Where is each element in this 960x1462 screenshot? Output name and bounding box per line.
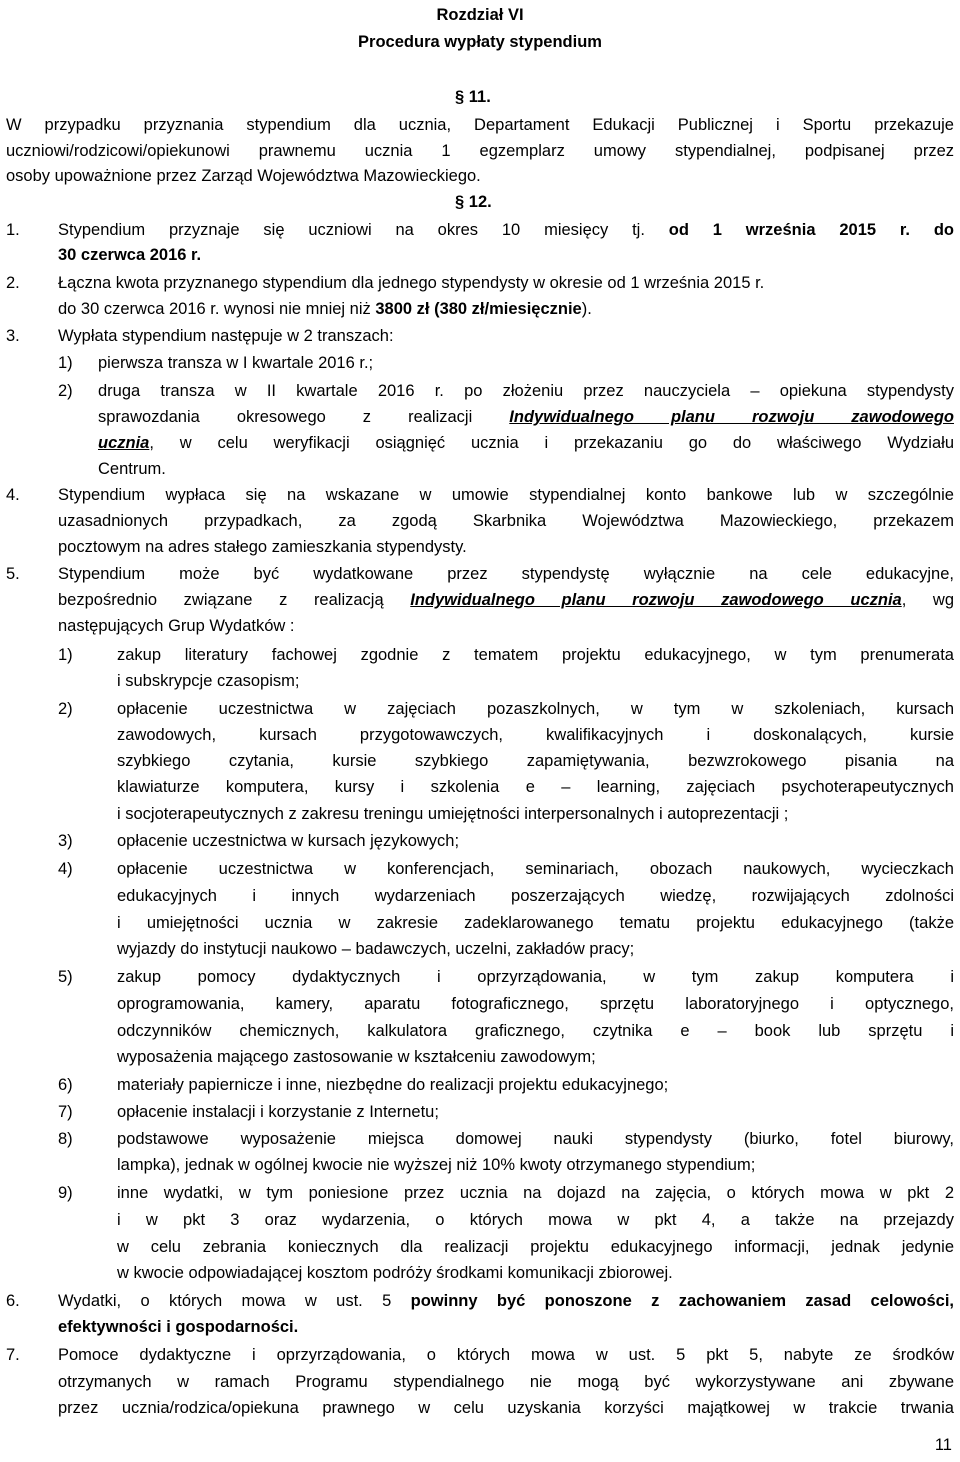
p3-item-1-number: 1) — [58, 354, 73, 372]
section-mark-11: § 11. — [455, 88, 491, 106]
p3-item-2-line-1: druga transza w II kwartale 2016 r. po złożeniu przez nauczyciela – opiekuna stypendysty — [98, 382, 954, 400]
expense-item-line: w kwocie odpowiadającej kosztom podróży środkami komunikacji zbiorowej. — [117, 1264, 673, 1282]
p4-line-2: uzasadnionych przypadkach, za zgodą Skarbnika Województwa Mazowieckiego, przekazem — [58, 512, 954, 530]
expense-item-number: 7) — [58, 1103, 73, 1121]
expense-item-line: materiały papiernicze i inne, niezbędne do realizacji projektu edukacyjnego; — [117, 1076, 669, 1094]
expense-item-line: wyjazdy do instytucji naukowo – badawczych, uczelni, zakładów pracy; — [117, 940, 635, 958]
p3-item-2-line-2: sprawozdania okresowego z realizacji Indywidualnego planu rozwoju zawodowego — [98, 408, 954, 426]
expense-item-line: zakup literatury fachowej zgodnie z tematem projektu edukacyjnego, w tym prenumerata — [117, 646, 954, 664]
expense-item-line: inne wydatki, w tym poniesione przez ucznia na dojazd na zajęcia, o których mowa w pkt 2 — [117, 1184, 954, 1202]
expense-item-number: 2) — [58, 700, 73, 718]
expense-item-line: wyposażenia mającego zastosowanie w kształceniu zawodowym; — [117, 1048, 596, 1066]
p7-line-3: przez ucznia/rodzica/opiekuna prawnego w celu uzyskania korzyści majątkowej w trakcie trwania — [58, 1399, 954, 1417]
expense-item-number: 1) — [58, 646, 73, 664]
expense-item-number: 3) — [58, 832, 73, 850]
p1-number: 1. — [6, 221, 20, 239]
expense-item-line: opłacenie uczestnictwa w konferencjach, seminariach, obozach naukowych, wycieczkach — [117, 860, 954, 878]
expense-item-line: zakup pomocy dydaktycznych i oprzyrządowania, w tym zakup komputera i — [117, 968, 954, 986]
p5-line-2: bezpośrednio związane z realizacją Indywidualnego planu rozwoju zawodowego ucznia, wg — [58, 591, 955, 609]
expense-item-number: 4) — [58, 860, 73, 878]
expense-item-line: w celu zebrania koniecznych dla realizacji projektu edukacyjnego informacji, jednak jedynie — [117, 1238, 954, 1256]
p2-line-1: Łączna kwota przyznanego stypendium dla jednego stypendysty w okresie od 1 września 2015 r. — [58, 274, 765, 292]
p7-line-2: otrzymanych w ramach Programu stypendialnego nie mogą być wykorzystywane ani zbywane — [58, 1373, 954, 1391]
chapter-heading: Rozdział VI — [436, 6, 524, 24]
s11-line-1: W przypadku przyznania stypendium dla ucznia, Departament Edukacji Publicznej i Sportu przekazuje — [6, 116, 954, 134]
p4-line-1: Stypendium wypłaca się na wskazane w umowie stypendialnej konto bankowe lub w szczególnie — [58, 486, 954, 504]
p4-line-3: pocztowym na adres stałego zamieszkania stypendysty. — [58, 538, 467, 556]
expense-item-line: lampka), jednak w ogólnej kwocie nie wyższej niż 10% kwoty otrzymanego stypendium; — [117, 1156, 756, 1174]
expense-item-line: i w pkt 3 oraz wydarzenia, o których mowa w pkt 4, a także na przejazdy — [117, 1211, 954, 1229]
expense-item-line: i umiejętności ucznia w zakresie zadeklarowanego tematu projektu edukacyjnego (także — [117, 914, 954, 932]
p5-line-1: Stypendium może być wydatkowane przez stypendystę wyłącznie na cele edukacyjne, — [58, 565, 954, 583]
p5-line-3: następujących Grup Wydatków : — [58, 617, 295, 635]
expense-item-line: zawodowych, kursach przygotowawczych, kwalifikacyjnych i doskonalących, kursie — [117, 726, 954, 744]
s11-line-3: osoby upoważnione przez Zarząd Województwa Mazowieckiego. — [6, 167, 481, 185]
p4-number: 4. — [6, 486, 20, 504]
p1-line-2: 30 czerwca 2016 r. — [58, 246, 202, 264]
p3-item-2-number: 2) — [58, 382, 73, 400]
expense-item-line: opłacenie uczestnictwa w zajęciach pozaszkolnych, w tym w szkoleniach, kursach — [117, 700, 954, 718]
p2-line-2: do 30 czerwca 2016 r. wynosi nie mniej niż 3800 zł (380 zł/miesięcznie). — [58, 300, 592, 318]
p3-number: 3. — [6, 327, 20, 345]
page-number: 11 — [934, 1436, 952, 1454]
expense-item-number: 6) — [58, 1076, 73, 1094]
p6-line-1: Wydatki, o których mowa w ust. 5 powinny być ponoszone z zachowaniem zasad celowości, — [58, 1292, 954, 1310]
expense-item-line: edukacyjnych i innych wydarzeniach poszerzających wiedzę, rozwijających zdolności — [117, 887, 954, 905]
p3-item-2-line-4: Centrum. — [98, 460, 166, 478]
expense-item-line: podstawowe wyposażenie miejsca domowej nauki stypendysty (biurko, fotel biurowy, — [117, 1130, 954, 1148]
expense-item-line: szybkiego czytania, kursie szybkiego zapamiętywania, bezwzrokowego pisania na — [117, 752, 954, 770]
p3-line-1: Wypłata stypendium następuje w 2 transzach: — [58, 327, 394, 345]
expense-item-line: odczynników chemicznych, kalkulatora graficznego, czytnika e – book lub sprzętu i — [117, 1022, 954, 1040]
section-mark-12: § 12. — [455, 193, 492, 211]
expense-item-number: 5) — [58, 968, 73, 986]
expense-item-number: 9) — [58, 1184, 73, 1202]
p6-number: 6. — [6, 1292, 20, 1310]
chapter-title: Procedura wypłaty stypendium — [358, 33, 602, 51]
p1-line-1: Stypendium przyznaje się uczniowi na okres 10 miesięcy tj. od 1 września 2015 r. do — [58, 221, 954, 239]
s11-line-2: uczniowi/rodzicowi/opiekunowi prawnemu ucznia 1 egzemplarz umowy stypendialnej, podpisanej przez — [6, 142, 954, 160]
expense-item-line: opłacenie instalacji i korzystanie z Internetu; — [117, 1103, 439, 1121]
p7-line-1: Pomoce dydaktyczne i oprzyrządowania, o których mowa w ust. 5 pkt 5, nabyte ze środków — [58, 1346, 954, 1364]
expense-item-number: 8) — [58, 1130, 73, 1148]
p5-number: 5. — [6, 565, 20, 583]
expense-item-line: oprogramowania, kamery, aparatu fotograficznego, sprzętu laboratoryjnego i optycznego, — [117, 995, 954, 1013]
p6-line-2: efektywności i gospodarności. — [58, 1318, 299, 1336]
p3-item-2-line-3: ucznia, w celu weryfikacji osiągnięć ucznia i przekazaniu go do właściwego Wydziału — [98, 434, 954, 452]
expense-item-line: opłacenie uczestnictwa w kursach językowych; — [117, 832, 460, 850]
p2-number: 2. — [6, 274, 20, 292]
p7-number: 7. — [6, 1346, 20, 1364]
expense-item-line: klawiaturze komputera, kursy i szkolenia e – learning, zajęciach psychoterapeutycznych — [117, 778, 954, 796]
p3-item-1: pierwsza transza w I kwartale 2016 r.; — [98, 354, 374, 372]
expense-item-line: i socjoterapeutycznych z zakresu treningu umiejętności interpersonalnych i autoprezentacji ; — [117, 805, 789, 823]
expense-item-line: i subskrypcje czasopism; — [117, 672, 300, 690]
